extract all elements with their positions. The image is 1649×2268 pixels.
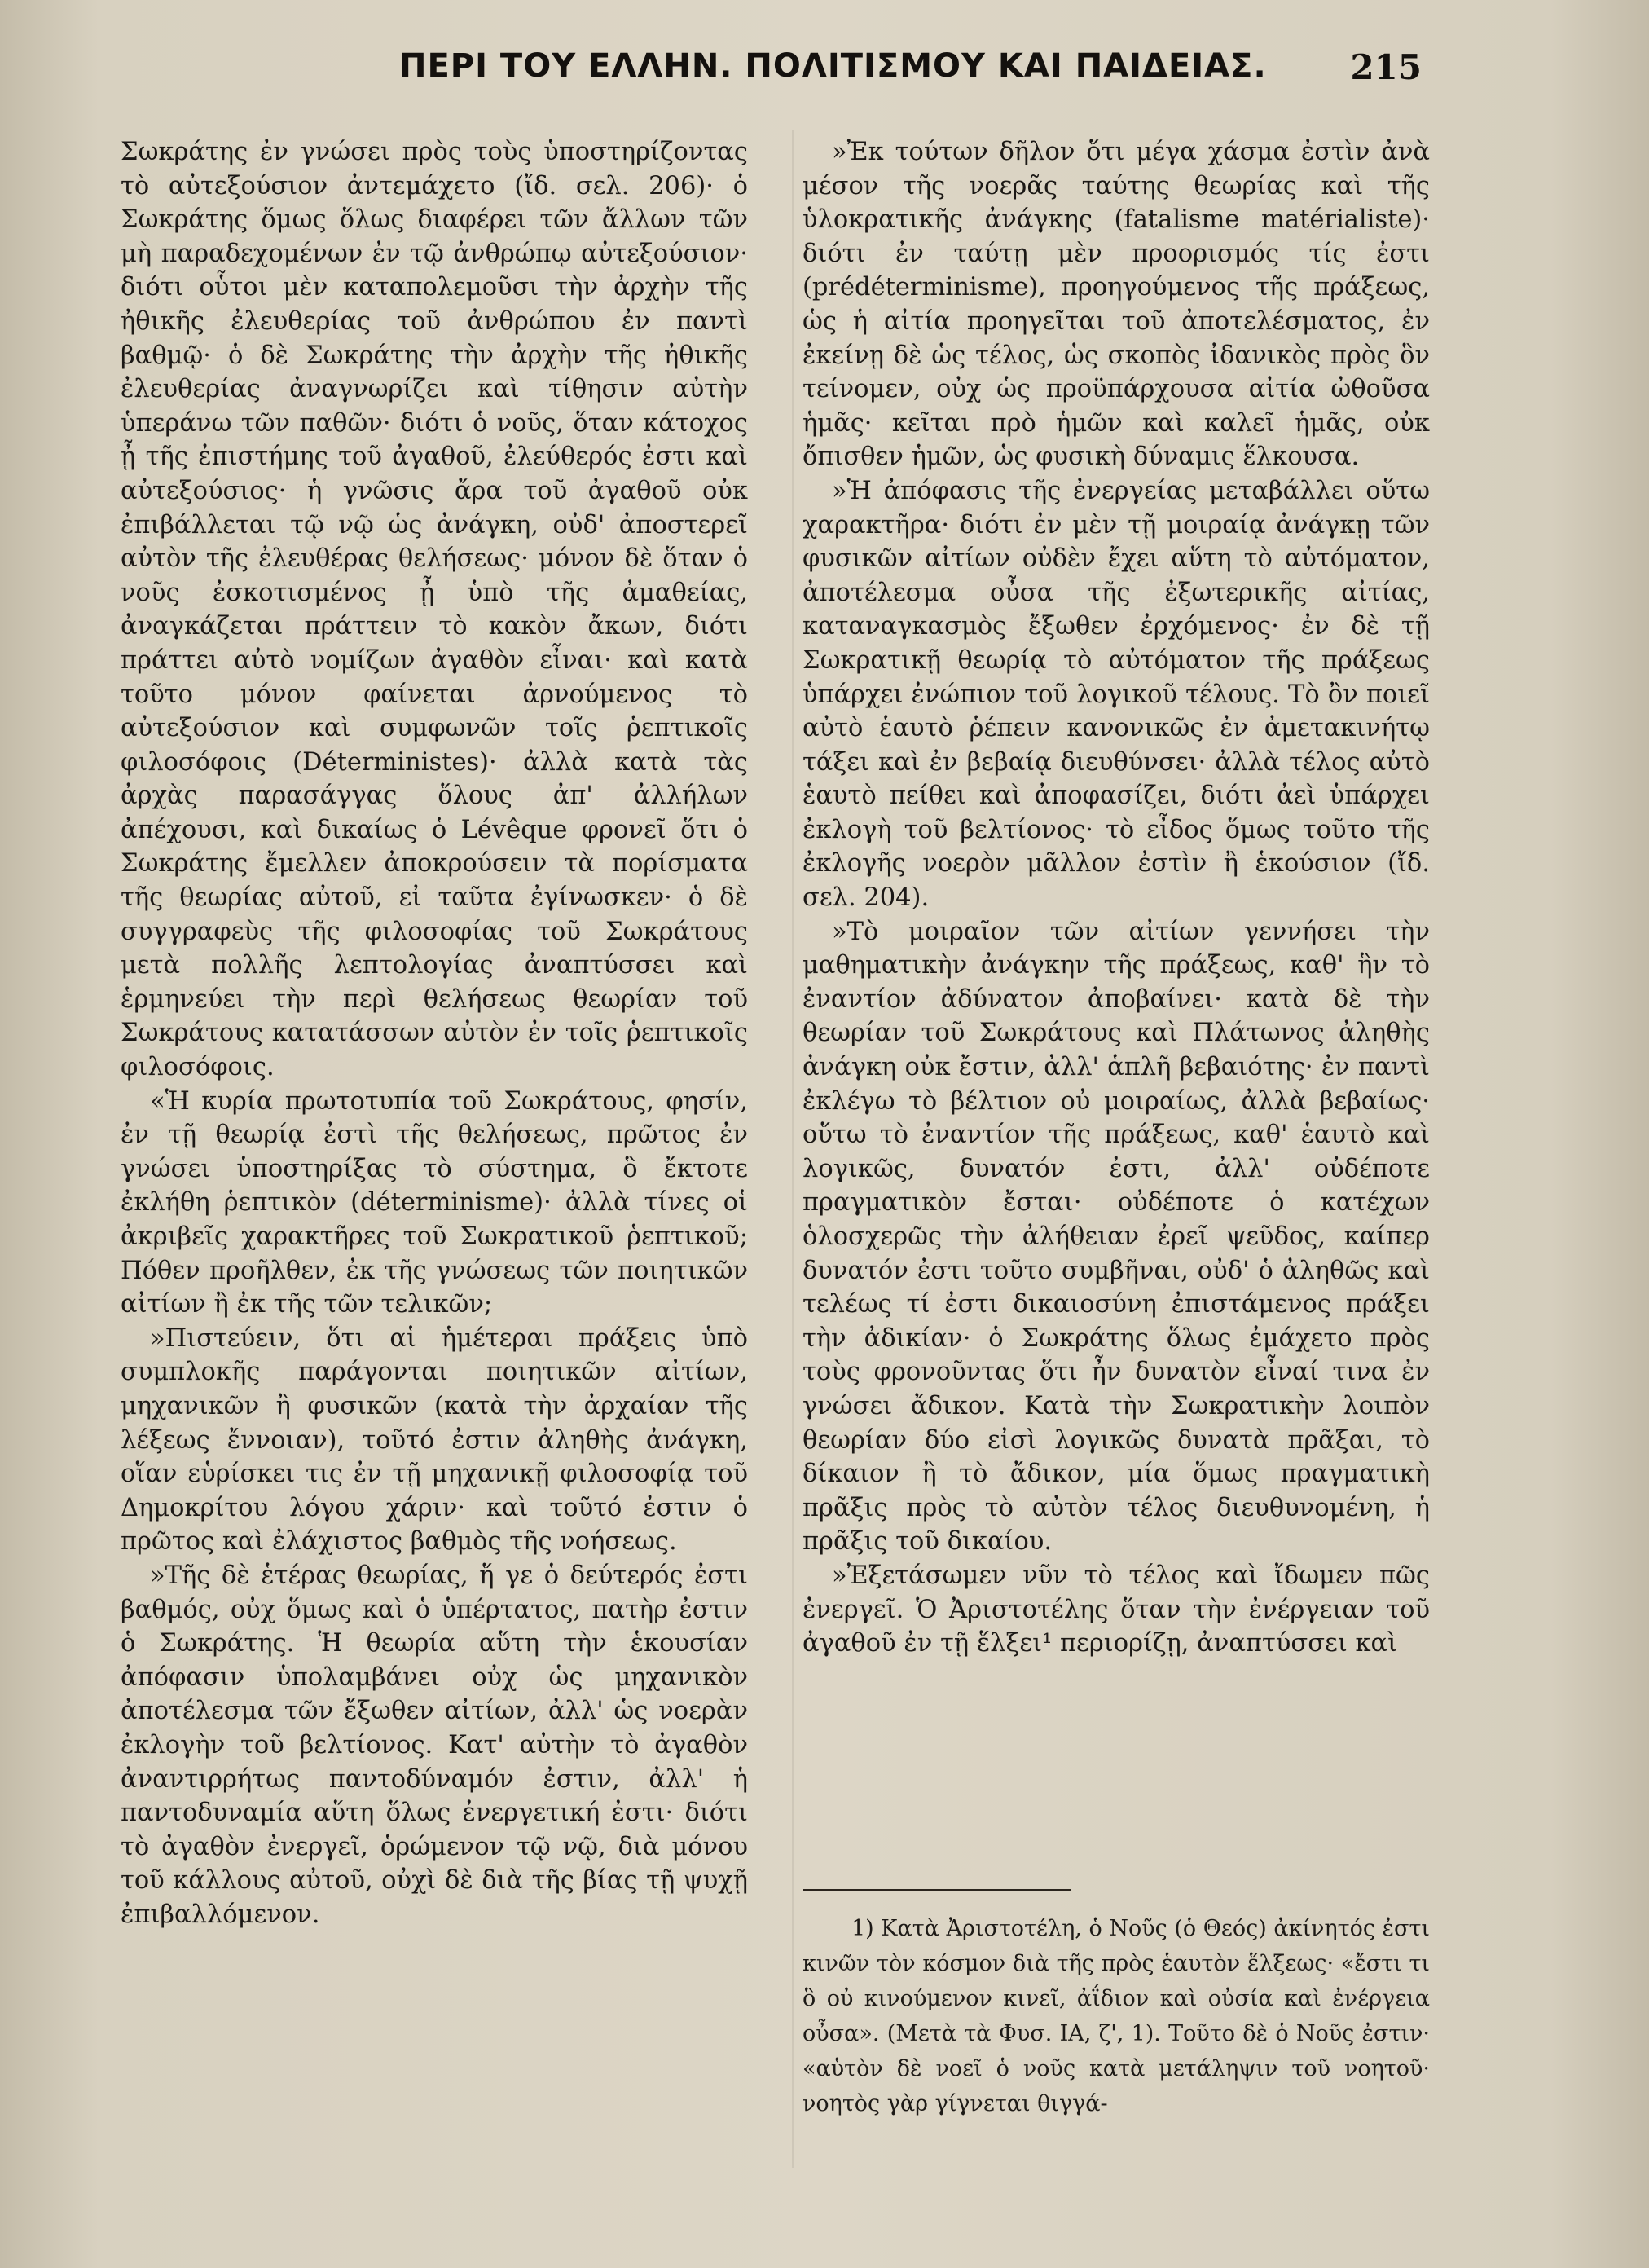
paragraph: »Πιστεύειν, ὅτι αἱ ἡμέτεραι πράξεις ὑπὸ συμπλοκῆς παράγονται ποιητικῶν αἰτίων, μηχανικῶν ἢ φυσικῶν (κατὰ τὴν ἀρχαίαν τῆς λέξεως ἔννοιαν), τοῦτό ἐστιν ἀληθὴς ἀνάγκη, οἵαν εὑρίσκει τις ἐν τῇ μηχανικῇ φιλοσοφίᾳ τοῦ Δημοκρίτου λόγου χάριν· καὶ τοῦτό ἐστιν ὁ πρῶτος καὶ ἐλάχιστος βαθμὸς τῆς νοήσεως. [121, 1323, 748, 1557]
left-column [121, 135, 748, 2213]
paragraph: »Ἡ ἀπόφασις τῆς ἐνεργείας μεταβάλλει οὕτω χαρακτῆρα· διότι ἐν μὲν τῇ μοιραίᾳ ἀνάγκῃ τῶν φυσικῶν αἰτίων οὐδὲν ἔχει αὕτη τὸ αὐτόματον, ἀποτέλεσμα οὖσα τῆς ἐξωτερικῆς αἰτίας, καταναγκασμὸς ἔξωθεν ἐρχόμενος· ἐν δὲ τῇ Σωκρατικῇ θεωρίᾳ τὸ αὐτόματον τῆς πράξεως ὑπάρχει ἐνώπιον τοῦ λογικοῦ τέλους. Τὸ ὂν ποιεῖ αὐτὸ ἑαυτὸ ῥέπειν κανονικῶς ἐν ἀμετακινήτῳ τάξει καὶ ἐν βεβαίᾳ διευθύνσει· ἀλλὰ τέλος αὐτὸ ἑαυτὸ πείθει καὶ ἀποφασίζει, διότι ἀεὶ ὑπάρχει ἐκλογὴ τοῦ βελτίονος· τὸ εἶδος ὅμως τοῦτο τῆς ἐκλογῆς νοερὸν μᾶλλον ἐστὶν ἢ ἑκούσιον (ἴδ. σελ. 204). [803, 476, 1430, 913]
paragraph: »Τῆς δὲ ἑτέρας θεωρίας, ἥ γε ὁ δεύτερός ἐστι βαθμός, οὐχ ὅμως καὶ ὁ ὑπέρτατος, πατὴρ ἐστιν ὁ Σωκράτης. Ἡ θεωρία αὕτη τὴν ἑκουσίαν ἀπόφασιν ὑπολαμβάνει οὐχ ὡς μηχανικὸν ἀποτέλεσμα τῶν ἔξωθεν αἰτίων, ἀλλ' ὡς νοερὰν ἐκλογὴν τοῦ βελτίονος. Κατ' αὐτὴν τὸ ἀγαθὸν ἀναντιρρήτως παντοδύναμόν ἐστιν, ἀλλ' ἡ παντοδυναμία αὕτη ὅλως ἐνεργετική ἐστι· διότι τὸ ἀγαθὸν ἐνεργεῖ, ὁρώμενον τῷ νῷ, διὰ μόνου τοῦ κάλλους αὐτοῦ, οὐχὶ δὲ διὰ τῆς βίας τῇ ψυχῇ ἐπιβαλλόμενον. [121, 1561, 748, 1929]
paragraph: »Ἐκ τούτων δῆλον ὅτι μέγα χάσμα ἐστὶν ἀνὰ μέσον τῆς νοερᾶς ταύτης θεωρίας καὶ τῆς ὑλοκρατικῆς ἀνάγκης (fatalisme matérialiste)· διότι ἐν ταύτῃ μὲν προορισμός τίς ἐστι (prédéterminisme), προηγούμενος τῆς πράξεως, ὡς ἡ αἰτία προηγεῖται τοῦ ἀποτελέσματος, ἐν ἐκείνῃ δὲ ὡς τέλος, ὡς σκοπὸς ἰδανικὸς πρὸς ὃν τείνομεν, οὐχ ὡς προϋπάρχουσα αἰτία ὠθοῦσα ἡμᾶς· κεῖται πρὸ ἡμῶν καὶ καλεῖ ἡμᾶς, οὐκ ὄπισθεν ἡμῶν, ὡς φυσικὴ δύναμις ἕλκουσα. [803, 138, 1430, 472]
column-gutter [792, 130, 794, 2168]
paragraph: »Τὸ μοιραῖον τῶν αἰτίων γεννήσει τὴν μαθηματικὴν ἀνάγκην τῆς πράξεως, καθ' ἣν τὸ ἐναντίον ἀδύνατον ἀποβαίνει· κατὰ δὲ τὴν θεωρίαν τοῦ Σωκράτους καὶ Πλάτωνος ἀληθὴς ἀνάγκη οὐκ ἔστιν, ἀλλ' ἁπλῆ βεβαιότης· ἐν παντὶ ἐκλέγω τὸ βέλτιον οὐ μοιραίως, ἀλλὰ βεβαίως· οὕτω τὸ ἐναντίον τῆς πράξεως, καθ' ἑαυτὸ καὶ λογικῶς, δυνατόν ἐστι, ἀλλ' οὐδέποτε πραγματικὸν ἔσται· οὐδέποτε ὁ κατέχων ὁλοσχερῶς τὴν ἀλήθειαν ἐρεῖ ψεῦδος, καίπερ δυνατόν ἐστι τοῦτο συμβῆναι, οὐδ' ὁ ἀληθῶς καὶ τελέως τί ἐστι δικαιοσύνη ἐπιστάμενος πράξει τὴν ἀδικίαν· ὁ Σωκράτης ὅλως ἐμάχετο πρὸς τοὺς φρονοῦντας ὅτι ἦν δυνατὸν εἶναί τινα ἐν γνώσει ἄδικον. Κατὰ τὴν Σωκρατικὴν λοιπὸν θεωρίαν δύο εἰσὶ λογικῶς δυνατὰ πρᾶξαι, τὸ δίκαιον ἢ τὸ ἄδικον, μία ὅμως πραγματικὴ πρᾶξις πρὸς τὸ αὐτὸν τέλος διευθυνομένη, ἡ πρᾶξις τοῦ δικαίου. [803, 917, 1430, 1557]
footnote-rule [803, 1889, 1071, 1891]
paragraph: »Ἐξετάσωμεν νῦν τὸ τέλος καὶ ἴδωμεν πῶς ἐνεργεῖ. Ὁ Ἀριστοτέλης ὅταν τὴν ἐνέργειαν τοῦ ἀγαθοῦ ἐν τῇ ἕλξει¹ περιορίζῃ, ἀναπτύσσει καὶ [803, 1561, 1430, 1658]
running-title: ΠΕΡΙ ΤΟΥ ΕΛΛΗΝ. ΠΟΛΙΤΙΣΜΟΥ ΚΑΙ ΠΑΙΔΕΙΑΣ. [399, 47, 1267, 85]
footnote-text: 1) Κατὰ Ἀριστοτέλη, ὁ Νοῦς (ὁ Θεός) ἀκίνητός ἐστι κινῶν τὸν κόσμον διὰ τῆς πρὸς ἑαυτὸν ἕλξεως· «ἔστι τι ὃ οὐ κινούμενον κινεῖ, ἀΐδιον καὶ οὐσία καὶ ἐνέργεια οὖσα». (Μετὰ τὰ Φυσ. ΙΑ, ζ', 1). Τοῦτο δὲ ὁ Νοῦς ἐστιν· «αὑτὸν δὲ νοεῖ ὁ νοῦς κατὰ μετάληψιν τοῦ νοητοῦ· νοητὸς γὰρ γίγνεται θιγγά- [803, 1916, 1430, 2116]
paragraph: Σωκράτης ἐν γνώσει πρὸς τοὺς ὑποστηρίζοντας τὸ αὐτεξούσιον ἀντεμάχετο (ἴδ. σελ. 206)· ὁ Σωκράτης ὅμως ὅλως διαφέρει τῶν ἄλλων τῶν μὴ παραδεχομένων ἐν τῷ ἀνθρώπῳ αὐτεξούσιον· διότι οὗτοι μὲν καταπολεμοῦσι τὴν ἀρχὴν τῆς ἠθικῆς ἐλευθερίας τοῦ ἀνθρώπου ἐν παντὶ βαθμῷ· ὁ δὲ Σωκράτης τὴν ἀρχὴν τῆς ἠθικῆς ἐλευθερίας ἀναγνωρίζει καὶ τίθησιν αὐτὴν ὑπεράνω τῶν παθῶν· διότι ὁ νοῦς, ὅταν κάτοχος ᾖ τῆς ἐπιστήμης τοῦ ἀγαθοῦ, ἐλεύθερός ἐστι καὶ αὐτεξούσιος· ἡ γνῶσις ἄρα τοῦ ἀγαθοῦ οὐκ ἐπιβάλλεται τῷ νῷ ὡς ἀνάγκη, οὐδ' ἀποστερεῖ αὐτὸν τῆς ἐλευθέρας θελήσεως· μόνον δὲ ὅταν ὁ νοῦς ἐσκοτισμένος ᾖ ὑπὸ τῆς ἀμαθείας, ἀναγκάζεται πράττειν τὸ κακὸν ἄκων, διότι πράττει αὐτὸ νομίζων ἀγαθὸν εἶναι· καὶ κατὰ τοῦτο μόνον φαίνεται ἀρνούμενος τὸ αὐτεξούσιον καὶ συμφωνῶν τοῖς ῥεπτικοῖς φιλοσόφοις (Déterministes)· ἀλλὰ κατὰ τὰς ἀρχὰς παρασάγγας ὅλους ἀπ' ἀλλήλων ἀπέχουσι, καὶ δικαίως ὁ Lévêque φρονεῖ ὅτι ὁ Σωκράτης ἔμελλεν ἀποκρούσειν τὰ πορίσματα τῆς θεωρίας αὐτοῦ, εἰ ταῦτα ἐγίνωσκεν· ὁ δὲ συγγραφεὺς τῆς φιλοσοφίας τοῦ Σωκράτους μετὰ πολλῆς λεπτολογίας ἀναπτύσσει καὶ ἑρμηνεύει τὴν περὶ θελήσεως θεωρίαν τοῦ Σωκράτους κατατάσσων αὐτὸν ἐν τοῖς ῥεπτικοῖς φιλοσόφοις. [121, 138, 748, 1082]
right-column [803, 135, 1430, 1790]
paragraph: «Ἡ κυρία πρωτοτυπία τοῦ Σωκράτους, φησίν, ἐν τῇ θεωρίᾳ ἐστὶ τῆς θελήσεως, πρῶτος ἐν γνώσει ὑποστηρίξας τὸ σύστημα, ὃ ἔκτοτε ἐκλήθη ῥεπτικὸν (déterminisme)· ἀλλὰ τίνες οἱ ἀκριβεῖς χαρακτῆρες τοῦ Σωκρατικοῦ ῥεπτικοῦ; Πόθεν προῆλθεν, ἐκ τῆς γνώσεως τῶν ποιητικῶν αἰτίων ἢ ἐκ τῆς τῶν τελικῶν; [121, 1086, 748, 1319]
footnote [803, 1911, 1430, 2121]
page-header [114, 47, 1422, 104]
page-number: 215 [1350, 47, 1422, 87]
